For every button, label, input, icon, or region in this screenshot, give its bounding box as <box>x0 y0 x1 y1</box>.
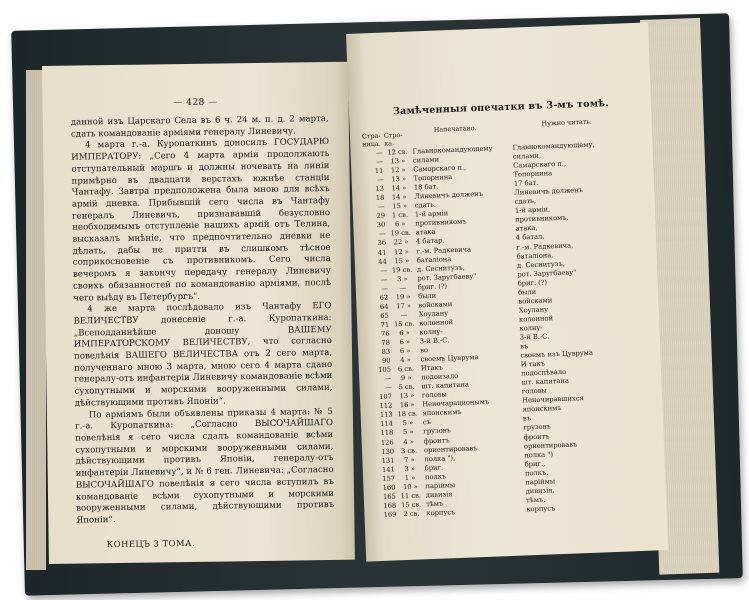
errata-line-cell: 6 св. <box>397 364 415 374</box>
errata-line-cell: 19 св. <box>390 229 411 238</box>
errata-page-cell: 118 <box>380 428 394 438</box>
errata-page-cell: — <box>380 275 388 284</box>
errata-correct-cell: 4 батал. <box>515 233 545 243</box>
errata-printed-cell: 1-й арміи <box>414 209 449 219</box>
page-number: — 428 — <box>173 97 218 109</box>
errata-page-cell: 65 <box>380 311 389 320</box>
left-page <box>42 62 355 564</box>
errata-correct-cell: сдать, <box>514 197 537 206</box>
errata-printed-cell: войсками <box>418 299 453 310</box>
errata-printed-cell: дивизія <box>425 490 453 500</box>
errata-correct-cell: 3-й В.-С. <box>519 332 550 342</box>
errata-page-cell: — <box>384 383 392 392</box>
errata-correct-cell: Линевичъ долженъ <box>514 186 584 197</box>
errata-correct-cell: полка ") <box>524 449 554 460</box>
errata-line-cell: 1 » <box>404 473 416 482</box>
errata-printed-cell: головы <box>421 390 447 400</box>
errata-table <box>364 139 658 520</box>
errata-line-cell: 16 » <box>399 400 415 410</box>
errata-line-cell: 9 » <box>400 373 412 383</box>
errata-line-cell: 3 » <box>404 464 416 473</box>
errata-printed-cell: японскимъ <box>422 408 462 418</box>
errata-line-cell: 12 св. <box>387 147 408 157</box>
errata-printed-cell: Саморскаго п., <box>413 163 467 174</box>
errata-correct-cell: головы <box>521 386 547 396</box>
errata-page-cell: — <box>380 284 388 293</box>
errata-page-cell: 13 <box>375 184 385 194</box>
errata-printed-cell: ориентировавъ <box>423 443 478 454</box>
errata-page-cell: — <box>384 374 392 383</box>
right-page <box>346 22 668 561</box>
errata-line-cell: 14 » <box>391 193 407 202</box>
errata-correct-cell: въ <box>519 342 529 351</box>
errata-line-cell: 5 » <box>402 428 414 437</box>
errata-printed-cell: бриг. (?) <box>417 282 448 292</box>
errata-correct-cell: подоспѣвало <box>521 367 567 378</box>
errata-line-cell: 10 » <box>402 482 418 491</box>
errata-page-cell: 44 <box>378 257 387 266</box>
errata-correct-cell: атака, <box>515 224 538 234</box>
column-header-line: Стро-ка. <box>383 130 403 148</box>
errata-printed-cell: грузовъ <box>423 426 451 436</box>
errata-printed-cell: фронтъ <box>423 435 450 445</box>
errata-correct-cell: колну- <box>519 323 543 333</box>
errata-correct-cell: паріймы <box>525 477 556 487</box>
errata-line-cell: 19 » <box>395 292 411 302</box>
errata-printed-cell: полкъ <box>424 472 447 481</box>
errata-page-cell: 62 <box>379 293 389 302</box>
errata-printed-cell: д. Сеснитузъ, <box>416 263 465 274</box>
errata-printed-cell: во <box>420 346 429 355</box>
errata-printed-cell: сдать. <box>414 200 437 210</box>
errata-correct-cell: баталіона, <box>516 250 554 261</box>
errata-page-cell: 71 <box>380 320 390 329</box>
errata-line-cell: 17 » <box>395 301 411 311</box>
errata-printed-cell: Главнокомандующему <box>412 144 493 156</box>
errata-printed-cell: съ <box>422 418 432 427</box>
errata-line-cell: 15 св. <box>393 319 415 329</box>
errata-correct-cell: корпусъ <box>526 504 556 514</box>
errata-line-cell: 18 св. <box>397 409 418 419</box>
paragraph: 4 марта г.-а. Куропаткинъ доносилъ ГОСУДАРЮ ИМПЕРАТОРУ: „Сего 4 марта арміи продолжають отступательный маршъ и должны ночевать на линіи примѣрно въ двадцати верстахъ южнѣе станціи Чантафу. Завтра предположена была мною для всѣхъ армій дневка. Прибывшій сего числа въ Чантафу генералъ Линевичъ, признававшій безусловно необходимымъ отступленіе нашихъ армій отъ Телина, высказалъ мнѣніе, что предпочтительно дневки не дѣлать, дабы не притти въ слишкомъ тѣсное соприкосновеніе съ противникомъ. Сего числа вечеромъ я закончу передачу генералу Линевичу своихъ обязанностей по командованію арміями, послѣ чего выѣду въ Петербургъ“. <box>71 137 332 304</box>
errata-page-cell: — <box>380 266 388 275</box>
errata-page-cell: 126 <box>380 437 394 447</box>
errata-line-cell: 5 » <box>402 419 414 428</box>
errata-line-cell: 6 » <box>399 328 410 338</box>
errata-line-cell: 6 » <box>394 220 406 229</box>
errata-printed-cell: шт. капитана <box>421 380 470 391</box>
errata-correct-cell: силами, <box>512 151 542 161</box>
paragraph: По арміямъ были объявлены приказы 4 марта: № 5 г.-а. Куропаткина: „Согласно ВЫСОЧАЙШАГО повелѣнія я сего числа сдалъ командованіе всѣми сухопутными и морскими вооруженными силами, дѣйствующими противъ Японіи, генералу-отъ инфантеріи Линевичу“, и № 6 ген. Линевича: „Согласно ВЫСОЧАЙШАГО повелѣнія я сего числа вступилъ въ командованіе всѣми сухопутными и морскими вооруженными силами, дѣйствующими противъ Японіи“. <box>74 406 335 526</box>
errata-page-cell: 168 <box>383 501 397 510</box>
errata-correct-cell: въ <box>522 414 532 423</box>
errata-correct-cell: 1-й арміи, <box>514 205 551 215</box>
errata-page-cell: 131 <box>381 456 395 465</box>
column-header-printed: Напечатано. <box>433 124 477 134</box>
errata-correct-cell: Самарскаго п., <box>513 159 567 170</box>
errata-correct-cell: бриг. (?) <box>517 278 548 288</box>
errata-page-cell: — <box>375 148 383 157</box>
errata-page-cell: 30 <box>376 221 386 230</box>
errata-correct-cell: шт. капитана <box>521 376 570 387</box>
errata-line-cell: 12 » <box>390 165 406 175</box>
errata-printed-cell: своемъ Цуврума <box>420 353 479 364</box>
errata-line-cell: 3 св. <box>400 446 418 455</box>
left-page-text <box>71 114 335 551</box>
errata-line-cell: 4 » <box>403 437 415 446</box>
errata-correct-cell: фронтъ <box>523 431 550 441</box>
errata-printed-cell: подоизало <box>421 372 459 382</box>
errata-line-cell: 13 » <box>399 391 415 401</box>
errata-printed-cell: колну- <box>419 327 443 337</box>
errata-line-cell: 5 св. <box>398 382 415 392</box>
errata-page-cell: 105 <box>378 365 392 375</box>
errata-line-cell: 2 св. <box>403 509 420 519</box>
errata-page-cell: 36 <box>377 239 387 248</box>
errata-title: Замѣченныя опечатки въ 3-мъ томѣ. <box>392 97 610 118</box>
errata-printed-cell: Линевичъ долженъ <box>414 190 484 201</box>
errata-printed-cell: Неночарационымъ <box>422 398 490 409</box>
errata-printed-cell: 4 батар. <box>415 236 445 246</box>
errata-correct-cell: японскимъ <box>522 404 562 414</box>
errata-correct-cell: войсками <box>518 296 553 306</box>
errata-printed-cell: бриг. <box>424 463 444 472</box>
errata-printed-cell: паріймы <box>425 480 456 491</box>
errata-page-cell: 165 <box>382 492 396 501</box>
errata-correct-cell: 17 бат. <box>513 178 539 188</box>
errata-printed-cell: 18 бат. <box>413 182 439 192</box>
errata-correct-cell: Неночиравшихся <box>522 394 584 405</box>
errata-page-cell: — <box>376 157 384 166</box>
paragraph: 4 же марта послѣдовало изъ Чантафу ЕГО ВЕЛИЧЕСТВУ донесеніе г.-а. Куропаткина: „Всеподданнѣйше доношу ВАШЕМУ ИМПЕРАТОРСКОМУ ВЕЛИЧЕСТВУ, что согласно повелѣнія ВАШЕГО ВЕЛИЧЕСТВА отъ 2 сего марта, полученнаго мною 3 марта, мною сего 4 марта сдано генералу-отъ инфантеріи Линевичу командованіе всѣми сухопутными и морскими вооруженными силами, дѣйствующими противъ Японіи“. <box>73 301 333 409</box>
errata-line-cell: 7 » <box>403 455 415 464</box>
errata-correct-cell: были <box>517 287 537 297</box>
end-of-volume-note: КОНЕЦЪ 3 ТОМА. <box>106 537 196 549</box>
errata-correct-cell: ориентировавъ <box>523 439 578 451</box>
errata-correct-cell: Топорнина <box>513 169 553 179</box>
errata-line-cell: — <box>399 283 407 292</box>
errata-page-cell: 83 <box>381 347 391 356</box>
errata-line-cell: 22 » <box>393 238 409 247</box>
errata-correct-cell: рот. Заругбаеву" <box>517 267 577 279</box>
errata-correct-cell: И такъ <box>520 359 546 369</box>
errata-page-cell: 90 <box>381 356 391 365</box>
errata-line-cell: 11 св. <box>400 491 422 501</box>
errata-printed-cell: баталіона <box>416 254 452 265</box>
errata-line-cell: 13 » <box>390 156 406 166</box>
errata-line-cell: 13 » <box>391 174 407 184</box>
errata-page-cell: — <box>376 175 384 185</box>
errata-printed-cell: полка "), <box>424 453 456 463</box>
errata-page-cell: 107 <box>379 392 393 402</box>
errata-correct-cell: г.-м. Радкевича, <box>516 240 574 252</box>
errata-page-cell: 41 <box>377 248 387 257</box>
errata-correct-cell: полкъ, <box>524 468 549 478</box>
errata-page-cell: 141 <box>381 465 395 474</box>
errata-correct-cell: своемъ изъ Цуврума <box>520 348 594 360</box>
errata-line-cell: 1 св. <box>391 211 409 220</box>
errata-correct-cell: тѣмъ, <box>525 495 546 505</box>
errata-line-cell: 3 » <box>397 274 408 283</box>
errata-correct-cell: дивизія, <box>525 486 555 496</box>
errata-page-cell: 18 <box>375 193 385 203</box>
errata-page-cell: 169 <box>383 510 397 519</box>
errata-line-cell: 6 » <box>399 337 411 347</box>
errata-page-cell: 130 <box>381 447 395 456</box>
errata-page-cell: 11 <box>374 166 384 176</box>
errata-printed-cell: Итакъ <box>420 363 444 373</box>
errata-line-cell: 15 св. <box>400 500 422 510</box>
errata-printed-cell: Хоулану <box>418 309 449 319</box>
errata-page-cell: 29 <box>376 211 386 221</box>
paragraph: данной изъ Царскаго Села въ 6 ч. 24 м. п. д. 2 марта, сдать командованіе арміями генералу Линевичу. <box>70 114 329 140</box>
errata-printed-cell: корпусъ <box>426 508 456 518</box>
errata-line-cell: 19 св. <box>391 265 413 275</box>
errata-line-cell: 15 » <box>392 202 408 211</box>
errata-printed-cell: атака <box>415 228 436 237</box>
errata-line-cell: 14 » <box>391 183 407 193</box>
errata-correct-cell: колонной <box>518 314 554 324</box>
errata-correct-cell: Главнокомандующему, <box>512 140 595 152</box>
errata-page-cell: — <box>377 202 385 212</box>
errata-page-cell: 64 <box>379 302 389 311</box>
errata-correct-cell: бриг., <box>524 459 546 469</box>
errata-correct-cell: противникомъ, <box>515 213 569 225</box>
errata-printed-cell: противникомъ <box>415 217 467 228</box>
errata-page-cell: — <box>378 230 386 239</box>
errata-line-cell: — <box>400 310 408 319</box>
errata-page-cell: 157 <box>382 474 396 483</box>
errata-printed-cell: тѣмъ <box>425 499 444 509</box>
errata-line-cell: 15 » <box>394 256 410 265</box>
errata-page-cell: 160 <box>382 483 396 492</box>
column-header-page: Стра-ница. <box>361 131 381 148</box>
errata-correct-cell: грузовъ <box>523 422 551 432</box>
errata-printed-cell: рот. Заругбаеву" <box>417 271 477 283</box>
errata-printed-cell: силами <box>412 155 440 165</box>
errata-page-cell: 113 <box>379 410 393 420</box>
errata-page-cell: 112 <box>379 401 393 411</box>
errata-correct-cell: д. Сеснитузъ, <box>516 259 565 270</box>
errata-page-cell: 76 <box>380 329 390 338</box>
errata-line-cell: 4 » <box>400 355 411 365</box>
errata-page-cell: 114 <box>380 419 394 429</box>
errata-line-cell: 6 » <box>399 346 411 356</box>
errata-printed-cell: 3-й В.-С. <box>419 336 450 346</box>
errata-correct-cell: Хоулану <box>518 305 549 315</box>
errata-printed-cell: Топорнина <box>413 173 453 183</box>
errata-printed-cell: г.-м. Радкевича <box>416 244 472 255</box>
errata-printed-cell: были <box>417 291 437 301</box>
errata-line-cell: 12 » <box>393 247 409 256</box>
errata-printed-cell: колонной <box>419 317 454 328</box>
errata-page-cell: 78 <box>381 338 391 347</box>
column-header-should-read: Нужно читать. <box>541 117 592 128</box>
